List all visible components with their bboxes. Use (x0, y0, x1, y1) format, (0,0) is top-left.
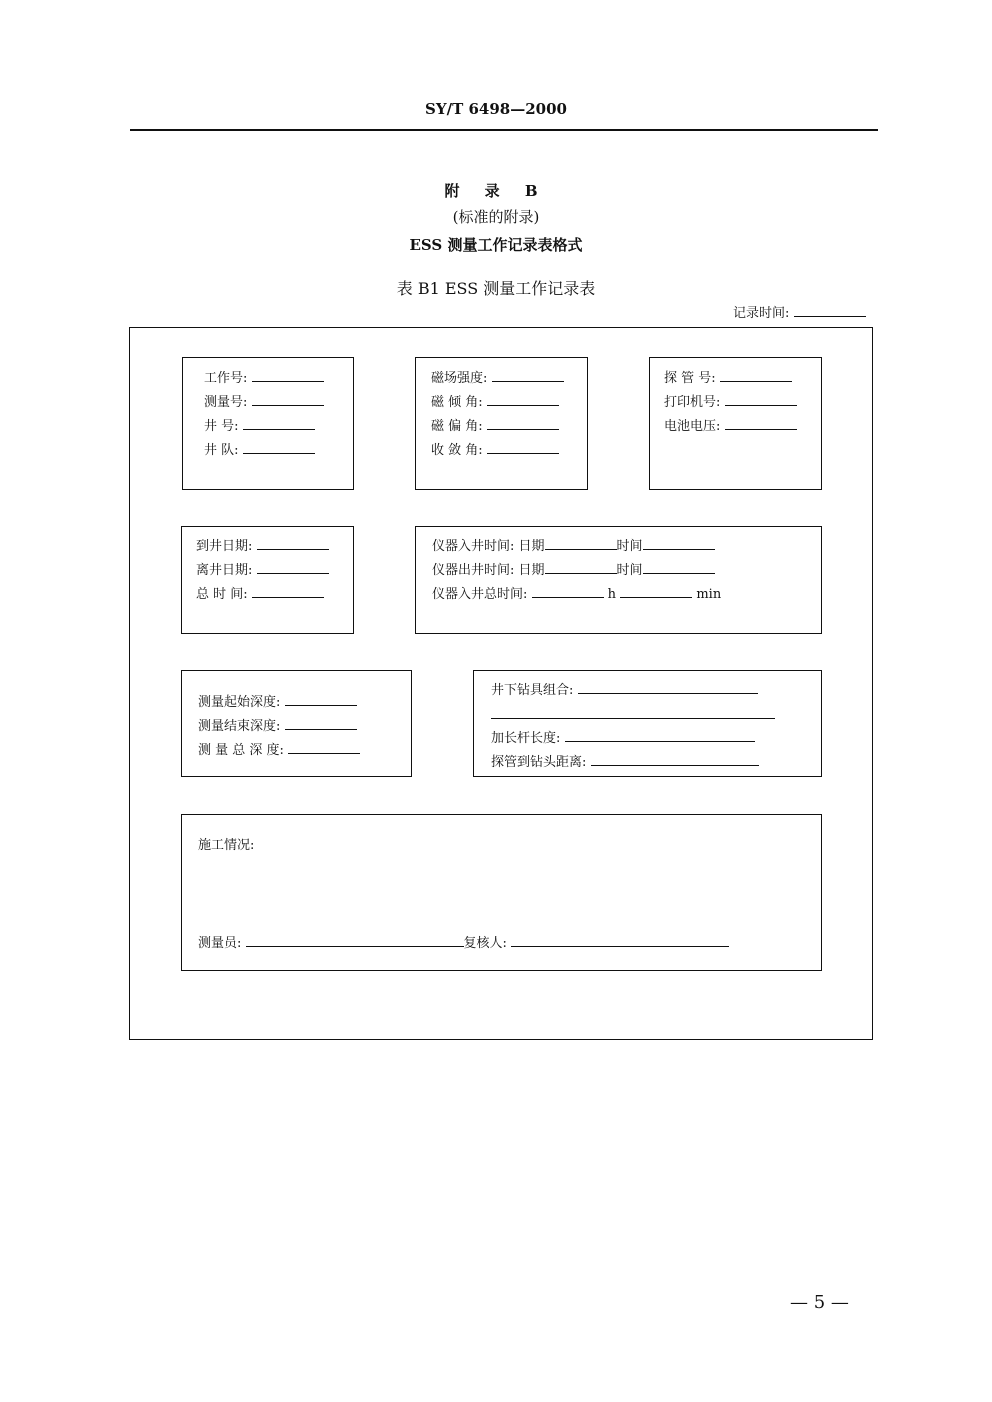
total-time-blank[interactable] (252, 584, 324, 598)
probe-bit-distance-blank[interactable] (591, 752, 759, 766)
hours-blank[interactable] (532, 584, 604, 598)
out-time-blank[interactable] (643, 560, 715, 574)
in-time-blank[interactable] (643, 536, 715, 550)
field-strength-blank[interactable] (492, 368, 564, 382)
record-time-label: 记录时间: (733, 306, 790, 321)
minutes-blank[interactable] (620, 584, 692, 598)
surveyor-label: 测量员: (198, 936, 242, 951)
extension-length-blank[interactable] (565, 728, 755, 742)
well-no-blank[interactable] (243, 416, 315, 430)
bha-blank-line2[interactable] (491, 718, 775, 719)
total-in-time-label: 仪器入井总时间: (432, 587, 528, 602)
extension-length-label: 加长杆长度: (491, 731, 561, 746)
declination-blank[interactable] (487, 416, 559, 430)
well-team-label: 井 队: (204, 443, 239, 458)
probe-no-label: 探 管 号: (664, 371, 716, 386)
declination-label: 磁 偏 角: (431, 419, 483, 434)
checker-blank[interactable] (511, 933, 729, 947)
probe-no-blank[interactable] (720, 368, 792, 382)
well-no-label: 井 号: (204, 419, 239, 434)
header-rule (130, 129, 878, 131)
convergence-blank[interactable] (487, 440, 559, 454)
appendix-subtitle: (标准的附录) (452, 208, 540, 226)
in-time-label: 时间 (616, 539, 643, 554)
start-depth-blank[interactable] (285, 692, 357, 706)
field-strength-label: 磁场强度: (431, 371, 488, 386)
probe-bit-distance-label: 探管到钻头距离: (491, 755, 587, 770)
table-caption: 表 B1 ESS 测量工作记录表 (396, 279, 596, 298)
battery-voltage-blank[interactable] (725, 416, 797, 430)
total-depth-blank[interactable] (288, 740, 360, 754)
well-team-blank[interactable] (243, 440, 315, 454)
out-date-label: 仪器出井时间: 日期 (432, 563, 545, 578)
record-time-blank[interactable] (794, 303, 866, 317)
printer-no-label: 打印机号: (664, 395, 721, 410)
arrival-date-label: 到井日期: (196, 539, 253, 554)
bha-blank[interactable] (578, 680, 758, 694)
standard-number: SY/T 6498—2000 (425, 100, 567, 118)
dip-angle-blank[interactable] (487, 392, 559, 406)
departure-date-blank[interactable] (257, 560, 329, 574)
arrival-date-blank[interactable] (257, 536, 329, 550)
in-date-label: 仪器入井时间: 日期 (432, 539, 545, 554)
surveyor-blank[interactable] (246, 933, 464, 947)
job-no-label: 工作号: (204, 371, 248, 386)
checker-label: 复核人: (463, 936, 507, 951)
situation-label: 施工情况: (198, 838, 255, 853)
convergence-label: 收 敛 角: (431, 443, 483, 458)
departure-date-label: 离井日期: (196, 563, 253, 578)
appendix-heading: ESS 测量工作记录表格式 (409, 236, 583, 254)
survey-no-blank[interactable] (252, 392, 324, 406)
end-depth-blank[interactable] (285, 716, 357, 730)
out-time-label: 时间 (616, 563, 643, 578)
total-depth-label: 测 量 总 深 度: (198, 743, 284, 758)
battery-voltage-label: 电池电压: (664, 419, 721, 434)
page-number: — 5 — (790, 1292, 849, 1313)
bha-label: 井下钻具组合: (491, 683, 574, 698)
end-depth-label: 测量结束深度: (198, 719, 281, 734)
appendix-title: 附 录 B (444, 182, 548, 200)
printer-no-blank[interactable] (725, 392, 797, 406)
total-time-label: 总 时 间: (196, 587, 248, 602)
in-date-blank[interactable] (545, 536, 617, 550)
job-no-blank[interactable] (252, 368, 324, 382)
survey-no-label: 测量号: (204, 395, 248, 410)
hours-unit: h (607, 587, 617, 602)
record-time-field (733, 302, 866, 321)
minutes-unit: min (696, 587, 722, 602)
start-depth-label: 测量起始深度: (198, 695, 281, 710)
dip-angle-label: 磁 倾 角: (431, 395, 483, 410)
out-date-blank[interactable] (545, 560, 617, 574)
